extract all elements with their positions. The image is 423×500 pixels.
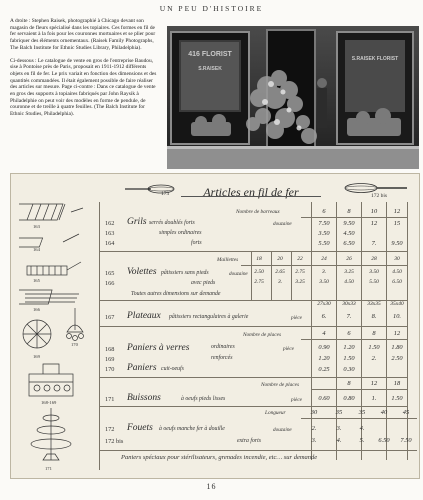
price-cell: 2.75 — [295, 269, 305, 275]
price-cell: 3. — [277, 279, 283, 285]
section-rule — [99, 377, 407, 378]
florist-shop-photo — [167, 26, 419, 169]
places-header: Nombre de places — [243, 332, 282, 338]
section-rule — [99, 326, 407, 327]
item-number: 169 — [105, 356, 115, 363]
price-cell: 0.25 — [318, 366, 330, 373]
item-unit: douzaine — [273, 221, 292, 227]
longueur-col: 35 — [358, 409, 366, 416]
fig-number: 168-169 — [41, 400, 57, 405]
price-cell: 4. — [359, 425, 365, 432]
item-name: Plateaux — [127, 311, 161, 321]
places-col: 4 — [322, 330, 326, 337]
size-cell: 27x30 — [317, 301, 331, 307]
size-cell: 35x40 — [390, 301, 404, 307]
item-number: 165 — [105, 270, 115, 277]
row-rule — [301, 418, 417, 419]
catalog-footnote: Paniers spéciaux pour stérilisateurs, grenades incendie, etc… sur demande — [121, 454, 318, 461]
item-desc: cuit-oeufs — [161, 366, 184, 372]
price-cell: 4.50 — [392, 269, 402, 275]
places-col: 18 — [393, 380, 401, 387]
catalog-title: Articles en fil de fer — [203, 185, 299, 199]
mailles-col: 28 — [371, 256, 377, 262]
mailles-col: 26 — [346, 256, 352, 262]
mailles-col: 30 — [394, 256, 400, 262]
fig-number: 166 — [33, 307, 40, 312]
price-cell: 3.50 — [319, 279, 329, 285]
size-cell: 33x35 — [367, 301, 381, 307]
price-cell: 10. — [393, 313, 401, 320]
custom-sizes-note: Toutes autres dimensions sur demande — [131, 291, 221, 297]
item-number: 166 — [105, 280, 115, 287]
price-cell: 5. — [359, 437, 365, 444]
price-cell: 0.60 — [318, 395, 330, 402]
section-rule — [99, 450, 417, 451]
price-cell: 3.25 — [295, 279, 305, 285]
item-name: Buissons — [127, 393, 161, 403]
price-cell: 8. — [371, 313, 377, 320]
row-rule — [311, 389, 407, 390]
row-rule — [301, 339, 407, 340]
longueur-col: 45 — [402, 409, 410, 416]
fig-number: 169 — [33, 354, 40, 359]
places-col: 8 — [372, 330, 376, 337]
price-cell: 2.50 — [391, 355, 403, 362]
intro-paragraph-1: A droite : Stephen Raisek, photographié à Chicago devant son magasin de fleurs spécialisé dans les topiaires. Ces formes en fil de fer servaient à la fois pour les couronnes mortuaires et se plier pour fabriquer des éléments ornementaux. (Raisek Family Photographs, The Balch Institute for Ethnic Studies Library, Philadelphia). — [10, 18, 156, 51]
left-border — [99, 202, 100, 470]
ref-173: 173 — [161, 191, 170, 197]
price-cell: 7.50 — [318, 220, 330, 227]
price-cell: 1.20 — [318, 355, 330, 362]
longueur-col: 40 — [380, 409, 388, 416]
fig-number: 165 — [33, 278, 40, 283]
section-rule — [99, 251, 407, 252]
mailles-header: Maillettes — [217, 257, 239, 263]
barreaux-col: 10 — [370, 208, 378, 215]
title-rule — [181, 196, 321, 197]
item-name: Grils — [127, 217, 147, 227]
price-cell: 2.50 — [254, 269, 264, 275]
section-rule — [99, 406, 407, 407]
barreaux-header: Nombre de barreaux — [236, 209, 280, 215]
price-cell: 2.75 — [254, 279, 264, 285]
price-cell: 6.50 — [378, 437, 390, 444]
item-desc: avec pieds — [191, 280, 216, 286]
item-unit: douzaine — [229, 271, 248, 277]
shopfront-illustration — [167, 26, 419, 169]
barreaux-col: 12 — [393, 208, 401, 215]
item-desc: à oeufs pieds lisses — [181, 396, 226, 402]
price-cell: 6.50 — [392, 279, 402, 285]
price-cell: 4.50 — [343, 230, 355, 237]
intro-text — [10, 18, 160, 124]
item-desc: pâtissiers rectangulaires à galerie — [169, 314, 249, 320]
item-desc: à oeufs manche fer à douille — [159, 426, 225, 432]
price-cell: 3. — [321, 269, 327, 275]
price-cell: 15 — [393, 220, 401, 227]
price-cell: 6. — [321, 313, 327, 320]
fig-number: 171 — [45, 466, 52, 471]
price-cell: 3.25 — [344, 269, 354, 275]
price-cell: 12 — [370, 220, 378, 227]
item-number: 172 — [105, 426, 115, 433]
item-name: Paniers — [127, 363, 157, 373]
price-cell: 2.65 — [275, 269, 285, 275]
places-col: 12 — [393, 330, 401, 337]
price-cell: 1.80 — [391, 344, 403, 351]
window-sign-left: 416 FLORIST — [188, 51, 232, 58]
item-unit: douzaine — [273, 427, 292, 433]
item-unit: pièce — [283, 346, 294, 352]
places-col: 6 — [347, 330, 351, 337]
item-desc: renforcés — [211, 355, 233, 361]
places-col: 8 — [347, 380, 351, 387]
item-name: Paniers à verres — [127, 343, 190, 353]
row-rule — [241, 265, 407, 266]
item-unit: pièce — [291, 397, 302, 403]
barreaux-col: 8 — [347, 208, 351, 215]
places-header-2: Nombre de places — [261, 382, 300, 388]
price-cell: 3.50 — [369, 269, 379, 275]
item-number: 170 — [105, 366, 115, 373]
catalog-sheet — [10, 173, 420, 479]
barreaux-col: 6 — [322, 208, 326, 215]
price-cell: 2. — [311, 425, 317, 432]
longueur-col: 30 — [310, 409, 318, 416]
item-number: 168 — [105, 346, 115, 353]
mailles-col: 18 — [256, 256, 262, 262]
item-name: Fouets — [127, 423, 153, 433]
item-unit: pièce — [291, 315, 302, 321]
intro-paragraph-2: Ci-dessous : Le catalogue de vente en gros de l'entreprise Baudou, sise à Pontoise près de Paris, proposait en 1911-1912 différents objets en fil de fer. Le prix variait en fonction des dimensions et des quantités commandées. Il était également possible de faire réaliser des articles sur mesure. Page ci-contre : Dans ce catalogue de vente en gros des supports à topiaires fabriqués par John Raysik à Philadelphie on peut voir des modèles en forme de pendule, de couronne et de treille à quatre feuilles. (The Balch Institute for Ethnic Studies, Philadelphia). — [10, 57, 157, 118]
row-rule — [301, 217, 407, 218]
ref-172bis: 172 bis — [371, 193, 388, 199]
price-cell: 1.50 — [343, 355, 355, 362]
item-desc: pâtissiers sans pieds — [161, 270, 209, 276]
item-number: 164 — [105, 240, 115, 247]
item-number: 167 — [105, 314, 115, 321]
price-cell: 4.50 — [344, 279, 354, 285]
price-cell: 5.50 — [318, 240, 330, 247]
size-cell: 30x33 — [342, 301, 356, 307]
item-name: Volettes — [127, 267, 157, 277]
price-cell: 2. — [371, 355, 377, 362]
price-cell: 9.50 — [391, 240, 403, 247]
item-number: 163 — [105, 230, 115, 237]
price-cell: 1.20 — [343, 344, 355, 351]
longueur-col: 35 — [335, 409, 343, 416]
item-number: 171 — [105, 396, 115, 403]
price-cell: 7. — [346, 313, 352, 320]
price-cell: 5.50 — [369, 279, 379, 285]
places-col: 12 — [370, 380, 378, 387]
wire-goods-illustrations — [19, 182, 94, 470]
mailles-col: 20 — [277, 256, 283, 262]
price-cell: 7.50 — [400, 437, 412, 444]
item-number: 172 bis — [105, 438, 124, 445]
price-cell: 3.50 — [318, 230, 330, 237]
item-desc: serrés doublés forts — [149, 220, 195, 226]
price-cell: 1. — [371, 395, 377, 402]
price-cell: 0.30 — [343, 366, 355, 373]
fig-number: 163 — [33, 224, 40, 229]
price-cell: 3. — [311, 437, 317, 444]
price-cell: 9.50 — [343, 220, 355, 227]
price-cell: 3. — [336, 425, 342, 432]
item-desc: ordinaires — [211, 344, 235, 350]
mailles-col: 24 — [321, 256, 327, 262]
fig-number: 164 — [33, 247, 40, 252]
window-sign-left-sub: S.RAISEK — [198, 66, 222, 72]
price-cell: 0.90 — [318, 344, 330, 351]
price-cell: 4. — [336, 437, 342, 444]
price-cell: 1.50 — [391, 395, 403, 402]
price-cell: 6.50 — [343, 240, 355, 247]
running-head: UN PEU D'HISTOIRE — [159, 4, 264, 13]
page-number: 16 — [206, 482, 217, 491]
window-sign-right: S.RAISEK FLORIST — [351, 56, 399, 62]
mailles-col: 22 — [297, 256, 303, 262]
item-desc: extra forts — [237, 438, 261, 444]
item-desc: forts — [191, 240, 202, 246]
longueur-header: Longueur — [265, 410, 286, 416]
item-number: 162 — [105, 220, 115, 227]
price-cell: 1.50 — [368, 344, 380, 351]
price-cell: 7. — [371, 240, 377, 247]
fig-number: 170 — [71, 342, 78, 347]
item-desc: simples ordinaires — [159, 230, 202, 236]
price-cell: 0.80 — [343, 395, 355, 402]
